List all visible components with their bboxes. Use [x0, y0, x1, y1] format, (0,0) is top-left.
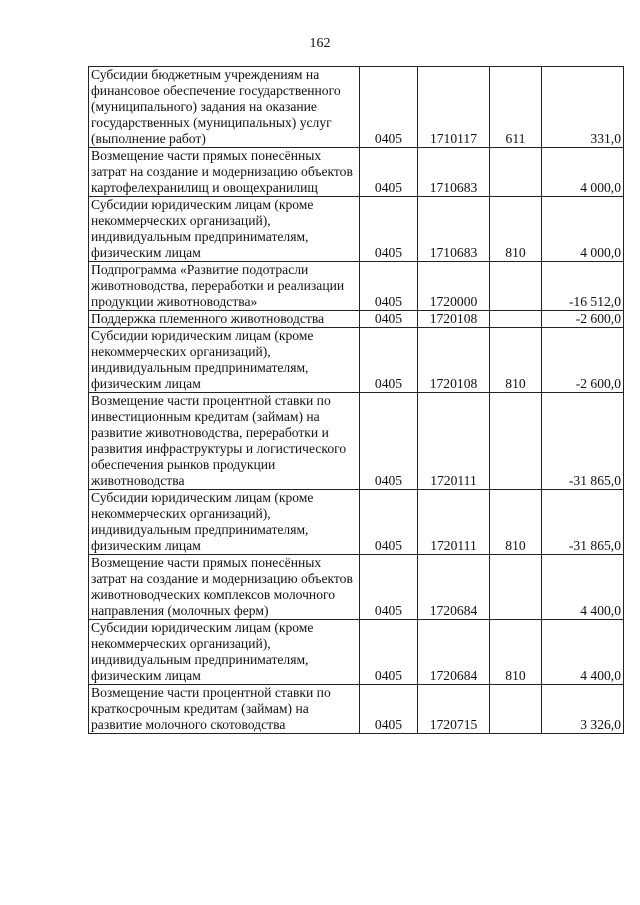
row-article-code: 1720108: [418, 328, 490, 393]
row-name: Возмещение части прямых понесённых затрат на создание и модернизацию объектов животноводческих комплексов молочного направления (молочных ферм): [89, 555, 360, 620]
row-article-code: 1720715: [418, 685, 490, 734]
table-row: [89, 197, 624, 262]
row-name: Субсидии бюджетным учреждениям на финансовое обеспечение государственного (муниципального) задания на оказание государственных (муниципальных) услуг (выполнение работ): [89, 67, 360, 148]
table-row: [89, 311, 624, 328]
row-article-code: 1720108: [418, 311, 490, 328]
page-number: 162: [309, 36, 331, 51]
row-name: Возмещение части прямых понесённых затрат на создание и модернизацию объектов картофелехранилищ и овощехранилищ: [89, 148, 360, 197]
row-section-code: 0405: [360, 620, 418, 685]
row-amount: 4 000,0: [542, 148, 624, 197]
table-row: [89, 328, 624, 393]
row-amount: -31 865,0: [542, 490, 624, 555]
row-expense-type-code: [490, 393, 542, 490]
row-amount: -31 865,0: [542, 393, 624, 490]
table-row: [89, 685, 624, 734]
row-amount: 4 400,0: [542, 555, 624, 620]
row-expense-type-code: 810: [490, 197, 542, 262]
row-amount: 3 326,0: [542, 685, 624, 734]
row-name: Поддержка племенного животноводства: [89, 311, 360, 328]
table-row: [89, 490, 624, 555]
row-expense-type-code: [490, 555, 542, 620]
row-section-code: 0405: [360, 555, 418, 620]
row-amount: -2 600,0: [542, 328, 624, 393]
row-section-code: 0405: [360, 311, 418, 328]
row-amount: 4 400,0: [542, 620, 624, 685]
row-section-code: 0405: [360, 262, 418, 311]
row-expense-type-code: [490, 262, 542, 311]
row-article-code: 1720000: [418, 262, 490, 311]
table-row: [89, 148, 624, 197]
row-expense-type-code: [490, 148, 542, 197]
row-section-code: 0405: [360, 67, 418, 148]
row-amount: 331,0: [542, 67, 624, 148]
row-section-code: 0405: [360, 393, 418, 490]
table-row: [89, 262, 624, 311]
row-article-code: 1720111: [418, 393, 490, 490]
row-article-code: 1720111: [418, 490, 490, 555]
row-name: Субсидии юридическим лицам (кроме некоммерческих организаций), индивидуальным предпринимателям, физическим лицам: [89, 620, 360, 685]
row-amount: -2 600,0: [542, 311, 624, 328]
row-section-code: 0405: [360, 490, 418, 555]
row-expense-type-code: 810: [490, 490, 542, 555]
table-row: [89, 620, 624, 685]
row-section-code: 0405: [360, 148, 418, 197]
row-amount: 4 000,0: [542, 197, 624, 262]
row-section-code: 0405: [360, 685, 418, 734]
row-name: Возмещение части процентной ставки по краткосрочным кредитам (займам) на развитие молочного скотоводства: [89, 685, 360, 734]
row-article-code: 1720684: [418, 555, 490, 620]
row-expense-type-code: 611: [490, 67, 542, 148]
row-expense-type-code: [490, 311, 542, 328]
row-article-code: 1720684: [418, 620, 490, 685]
table-row: [89, 555, 624, 620]
row-expense-type-code: 810: [490, 328, 542, 393]
row-name: Подпрограмма «Развитие подотрасли животноводства, переработки и реализации продукции животноводства»: [89, 262, 360, 311]
row-expense-type-code: [490, 685, 542, 734]
row-section-code: 0405: [360, 197, 418, 262]
budget-table-body: [89, 67, 624, 734]
row-name: Субсидии юридическим лицам (кроме некоммерческих организаций), индивидуальным предпринимателям, физическим лицам: [89, 490, 360, 555]
table-row: [89, 393, 624, 490]
row-article-code: 1710117: [418, 67, 490, 148]
row-name: Возмещение части процентной ставки по инвестиционным кредитам (займам) на развитие животноводства, переработки и развития инфраструктуры и логистического обеспечения рынков продукции животноводства: [89, 393, 360, 490]
table-row: [89, 67, 624, 148]
row-article-code: 1710683: [418, 197, 490, 262]
row-name: Субсидии юридическим лицам (кроме некоммерческих организаций), индивидуальным предпринимателям, физическим лицам: [89, 328, 360, 393]
budget-table: [88, 66, 624, 734]
row-section-code: 0405: [360, 328, 418, 393]
row-name: Субсидии юридическим лицам (кроме некоммерческих организаций), индивидуальным предпринимателям, физическим лицам: [89, 197, 360, 262]
row-amount: -16 512,0: [542, 262, 624, 311]
row-article-code: 1710683: [418, 148, 490, 197]
row-expense-type-code: 810: [490, 620, 542, 685]
